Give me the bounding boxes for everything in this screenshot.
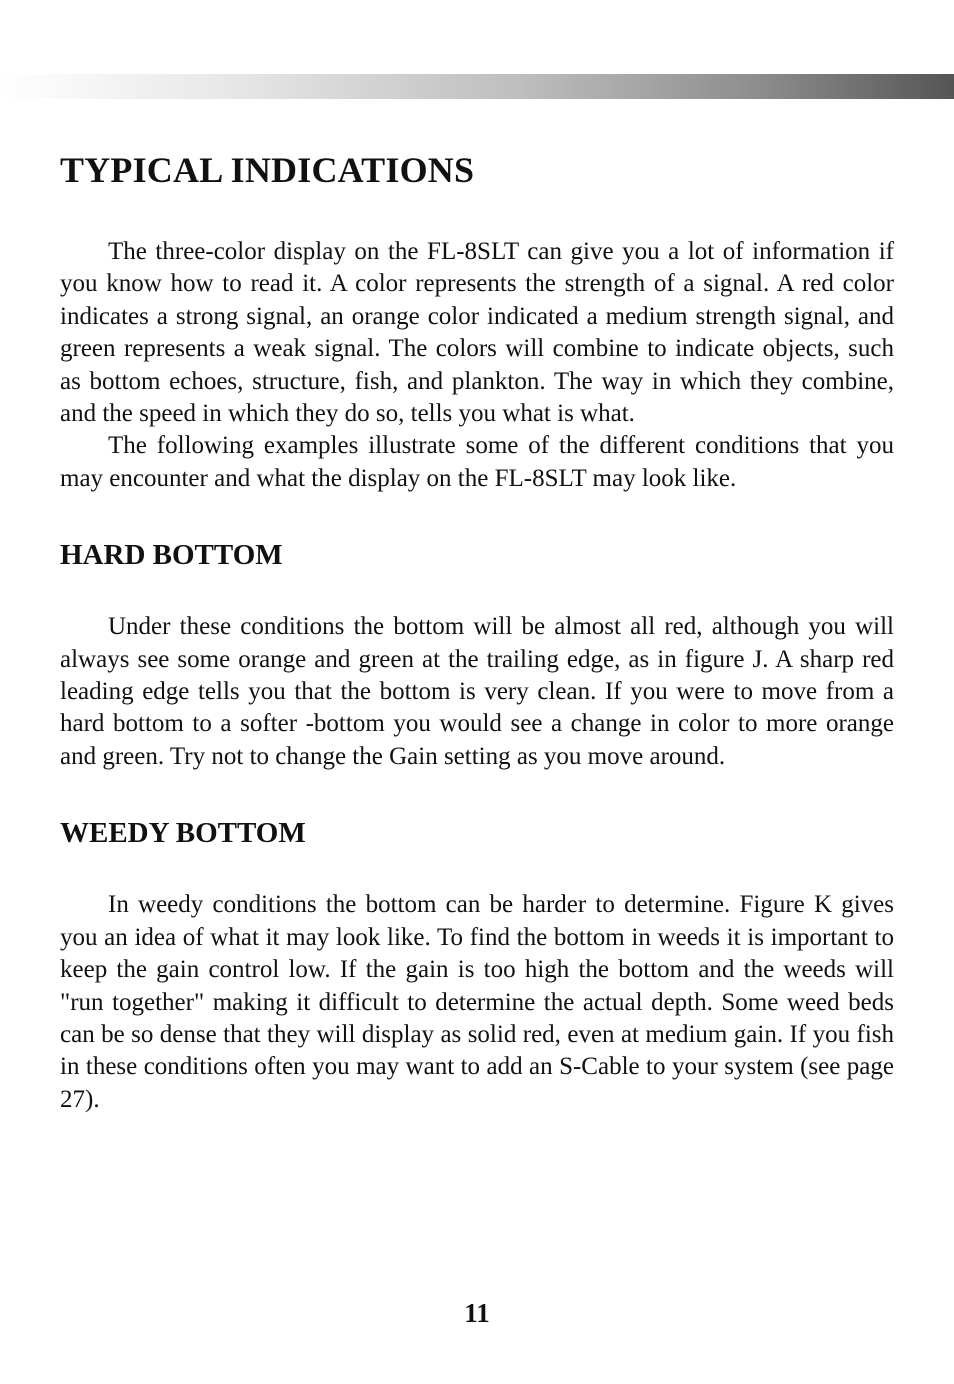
section-paragraph-hard-bottom: Under these conditions the bottom will be almost all red, although you will always see some orange and green at the trailing edge, as in figure J. A sharp red leading edge tells you that the bottom is very clean. If you were to move from a hard bottom to a softer -bottom you would see a change in color to more orange and green. Try not to change the Gain setting as you move around. [60,613,894,770]
intro-paragraph-2: The following examples illustrate some of the different conditions that you may encounter and what the display on the FL-8SLT may look like. [60,432,894,492]
page-title: TYPICAL INDICATIONS [60,150,475,190]
section-spacer [60,495,894,535]
page-number: 11 [464,1298,490,1328]
section-heading-weedy-bottom: WEEDY BOTTOM [60,817,306,850]
section-paragraph-weedy-bottom: In weedy conditions the bottom can be harder to determine. Figure K gives you an idea of what it may look like. To find the bottom in weeds it is important to keep the gain control low. If the gain is too high the bottom and the weeds will "run together" making it difficult to determine the actual depth. Some weed beds can be so dense that they will display as solid red, even at medium gain. If you fish in these conditions often you may want to add an S-Cable to your system (see page 27). [60,891,894,1113]
header-gradient-bar [0,74,954,99]
section-spacer [60,773,894,813]
intro-paragraph-1: The three-color display on the FL-8SLT can give you a lot of information if you know how to read it. A color represents the strength of a signal. A red color indicates a strong signal, an orange color indicated a medium strength signal, and green represents a weak signal. The colors will combine to indicate objects, such as bottom echoes, structure, fish, and plankton. The way in which they combine, and the speed in which they do so, tells you what is what. [60,238,894,428]
page-content [60,146,894,1116]
section-heading-hard-bottom: HARD BOTTOM [60,539,283,572]
